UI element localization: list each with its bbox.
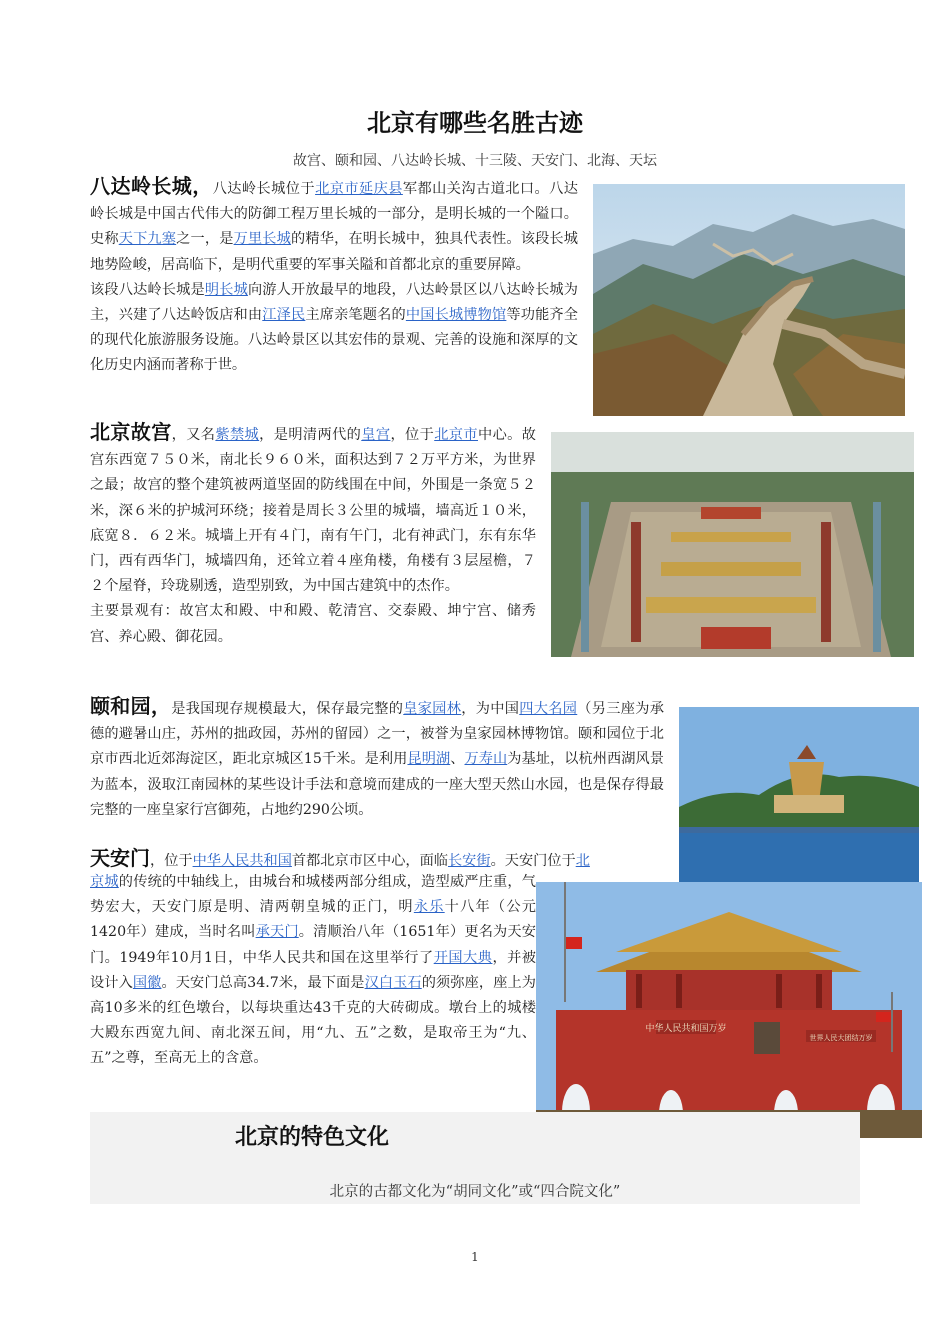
link-changanjie[interactable]: 长安街 [447,853,491,869]
link-huanggong[interactable]: 皇宫 [361,427,391,443]
tiananmen-sign-left: 中华人民共和国万岁 [645,1024,727,1034]
link-sida-mingyuan[interactable]: 四大名园 [519,701,578,717]
forbidden-city-photo [551,432,914,657]
link-hanbaiyu[interactable]: 汉白玉石 [364,974,422,991]
page-title: 北京有哪些名胜古迹 [367,109,583,137]
page-number: 1 [471,1250,479,1264]
link-great-wall-museum[interactable]: 中国长城博物馆 [405,307,507,324]
summer-palace-photo [679,707,919,882]
culture-text: 北京的古都文化为“胡同文化”或“四合院文化” [329,1184,621,1200]
tiananmen-paragraph: 京城的传统的中轴线上，由城台和城楼两部分组成，造型威严庄重，气势宏大，天安门原是明、清两朝皇城的正门，明永乐十八年（公元1420年）建成，当时名叫承天门。清顺治八年（1651年）更名为天安门。1949年10月1日，中华人民共和国在这里举行了开国大典，并被设计入国徽。天安门总高34.7米，最下面是汉白玉石的须弥座，座上为高10多米的红色墩台，以每块重达43千克的大砖砌成。墩台上的城楼大殿东西宽九间、南北深五间，用“九、五”之数，是取帝王为“九、五”之尊，至高无上的含意。 [90,874,536,1067]
badaling-heading: 八达岭长城， [90,174,213,198]
link-yongle[interactable]: 永乐 [413,899,445,916]
link-tianxia-jiusai[interactable]: 天下九塞 [118,231,177,248]
link-zijincheng[interactable]: 紫禁城 [215,427,260,443]
link-wanshoushan[interactable]: 万寿山 [464,751,508,768]
culture-title: 北京的特色文化 [235,1125,390,1150]
gugong-paragraph: 北京故宫，又名紫禁城，是明清两代的皇宫，位于北京市中心。故宫东西宽７５０米，南北长９６０米，面积达到７２万平方米，为世界之最；故宫的整个建筑被两道坚固的防线围在中间，外围是一条宽５２米，深６米的护城河环绕；接着是周长３公里的城墙，墙高近１０米，底宽８．６２米。城墙上开有４门，南有午门，北有神武门，东有东华门，西有西华门，城墙四角，还耸立着４座角楼，角楼有３层屋檐，７２个屋脊，玲珑剔透，造型别致，为中国古建筑中的杰作。 主要景观有：故宫太和殿、中和殿、乾清宫、交泰殿、坤宁宫、储秀宫、养心殿、御花园。 [90,420,536,645]
yiheyuan-paragraph: 颐和园，是我国现存规模最大，保存最完整的皇家园林，为中国四大名园（另三座为承德的避暑山庄，苏州的拙政园，苏州的留园）之一，被誉为皇家园林博物馆。颐和园位于北京市西北近郊海淀区，距北京城区15千米。是利用昆明湖、万寿山为基址，以杭州西湖风景为蓝本，汲取江南园林的某些设计手法和意境而建成的一座大型天然山水园，也是保存得最完整的一座皇家行宫御苑，占地约290公顷。 [90,694,664,818]
link-jiangzemin[interactable]: 江泽民 [262,307,306,324]
link-wanli-changcheng[interactable]: 万里长城 [233,231,292,248]
link-guohui[interactable]: 国徽 [132,974,162,991]
tiananmen-sign-right: 世界人民大团结万岁 [809,1034,873,1042]
great-wall-photo [593,184,905,416]
link-prc[interactable]: 中华人民共和国 [192,853,292,869]
link-beijingcheng-b[interactable]: 京城 [90,874,119,890]
link-yanqing[interactable]: 北京市延庆县 [315,181,403,197]
link-beijing-shi[interactable]: 北京市 [434,427,478,443]
page-subtitle: 故宫、颐和园、八达岭长城、十三陵、天安门、北海、天坛 [293,153,657,169]
link-ming-changcheng[interactable]: 明长城 [204,281,248,298]
link-huangjia-yuanlin[interactable]: 皇家园林 [403,701,462,717]
badaling-paragraph: 八达岭长城，八达岭长城位于北京市延庆县军都山关沟古道北口。八达岭长城是中国古代伟大的防御工程万里长城的一部分，是明长城的一个隘口。史称天下九塞之一，是万里长城的精华，在明长城中，独具代表性。该段长城地势险峻，居高临下，是明代重要的军事关隘和首都北京的重要屏障。 该段八达岭长城是明长城向游人开放最早的地段，八达岭景区以八达岭长城为主，兴建了八达岭饭店和由江泽民主席亲笔题名的中国长城博物馆等功能齐全的现代化旅游服务设施。八达岭景区以其宏伟的景观、完善的设施和深厚的文化历史内涵而著称于世。 [90,174,578,374]
link-chengtianmen[interactable]: 承天门 [255,924,299,941]
tiananmen-paragraph-top: 天安门，位于中华人民共和国首都北京市区中心，面临长安街。天安门位于北 [90,846,590,870]
link-kaiguo-dadian[interactable]: 开国大典 [433,949,493,966]
tiananmen-photo [536,882,922,1138]
link-kunminghu[interactable]: 昆明湖 [407,751,451,768]
tiananmen-heading: 天安门 [90,846,150,870]
gugong-heading: 北京故宫 [90,420,172,444]
yiheyuan-heading: 颐和园， [90,694,172,718]
link-beijingcheng-a[interactable]: 北 [575,853,590,869]
